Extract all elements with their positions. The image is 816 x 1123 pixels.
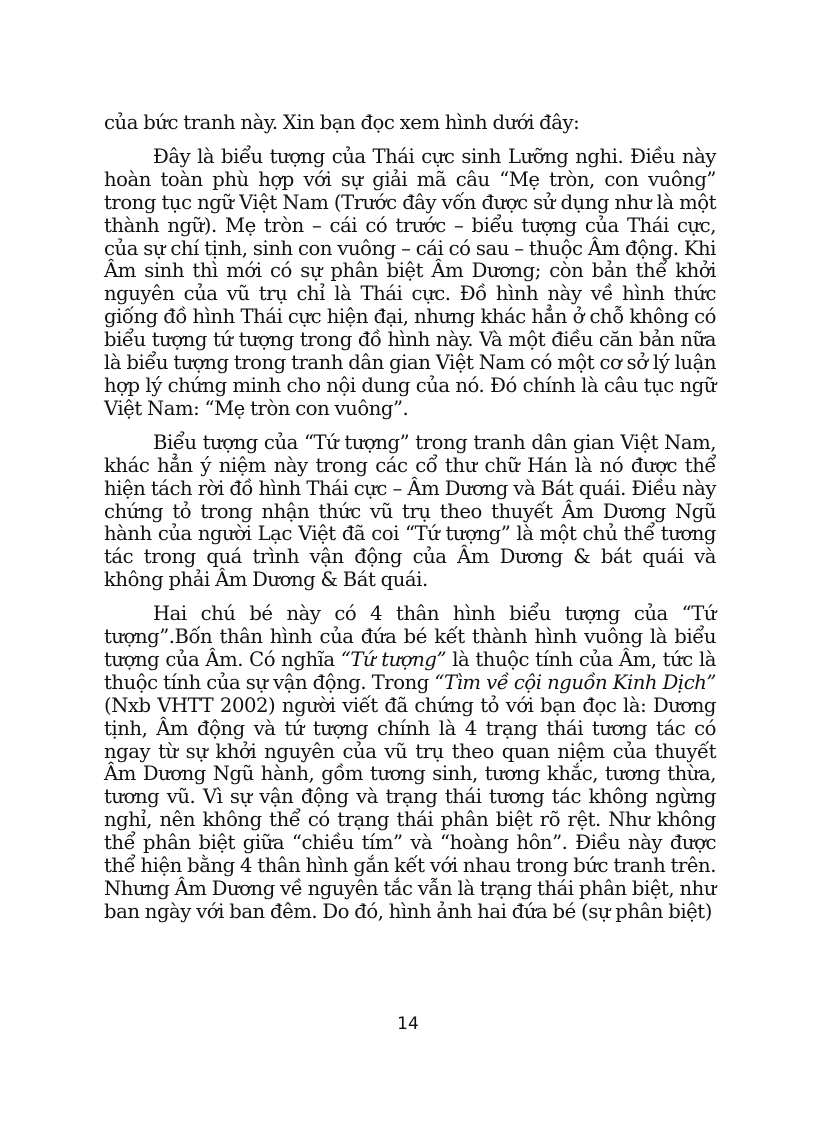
paragraph-2-text: Đây là biểu tượng của Thái cực sinh Lưỡng nghi. Điều này hoàn toàn phù hợp với sự giải mã câu “Mẹ tròn, con vuông” trong tục ngữ Việt Nam (Trước đây vốn được sử dụng như là một thành ngữ). Mẹ tròn – cái có trước – biểu tượng của Thái cực, của sự chí tịnh, sinh con vuông – cái có sau – thuộc Âm động. Khi Âm sinh thì mới có sự phân biệt Âm Dương; còn bản thể khởi nguyên của vũ trụ chỉ là Thái cực. Đồ hình này về hình thức giống đồ hình Thái cực hiện đại, nhưng khác hẳn ở chỗ không có biểu tượng tứ tượng trong đồ hình này. Và một điều căn bản nữa là biểu tượng trong tranh dân gian Việt Nam có một cơ sở lý luận hợp lý chứng minh cho nội dung của nó. Đó chính là câu tục ngữ Việt Nam: “Mẹ tròn con vuông”. — [104, 144, 716, 420]
paragraph-4-text-a: Hai chú bé này có 4 thân hình biểu tượng của “Tứ tượng”.Bốn thân hình của đứa bé kết thành hình vuông là biểu tượng của Âm. Có nghĩa — [104, 602, 716, 671]
paragraph-1-text: của bức tranh này. Xin bạn đọc xem hình dưới đây: — [104, 111, 580, 134]
paragraph-3 — [104, 432, 716, 592]
paragraph-4-italic-tu-tuong: “Tứ tượng” — [340, 647, 447, 671]
paragraph-4-text-b: là thuộc tính của Âm, tức là thuộc tính của sự vận động. Trong — [104, 647, 716, 694]
paragraph-4 — [104, 603, 716, 924]
paragraph-1 — [104, 112, 716, 135]
paragraph-4-text-c: (Nxb VHTT 2002) người viết đã chứng tỏ với bạn đọc là: Dương tịnh, Âm động và tứ tượng chính là 4 trạng thái tương tác có ngay từ sự khởi nguyên của vũ trụ theo quan niệm của thuyết Âm Dương Ngũ hành, gồm tương sinh, tương khắc, tương thừa, tương vũ. Vì sự vận động và trạng thái tương tác không ngừng nghỉ, nên không thể có trạng thái phân biệt rõ rệt. Như không thể phân biệt giữa “chiều tím” và “hoàng hôn”. Điều này được thể hiện bằng 4 thân hình gắn kết với nhau trong bức tranh trên. Nhưng Âm Dương về nguyên tắc vẫn là trạng thái phân biệt, như ban ngày với ban đêm. Do đó, hình ảnh hai đứa bé (sự phân biệt) — [104, 693, 716, 923]
paragraph-4-italic-book-title: “Tìm về cội nguồn Kinh Dịch” — [434, 670, 716, 694]
page-number: 14 — [397, 1014, 419, 1034]
paragraph-2 — [104, 146, 716, 421]
page-body — [104, 112, 716, 924]
paragraph-3-text: Biểu tượng của “Tứ tượng” trong tranh dân gian Việt Nam, khác hẳn ý niệm này trong các cổ thư chữ Hán là nó được thể hiện tách rời đồ hình Thái cực – Âm Dương và Bát quái. Điều này chứng tỏ trong nhận thức vũ trụ theo thuyết Âm Dương Ngũ hành của người Lạc Việt đã coi “Tứ tượng” là một chủ thể tương tác trong quá trình vận động của Âm Dương & bát quái và không phải Âm Dương & Bát quái. — [104, 430, 716, 592]
